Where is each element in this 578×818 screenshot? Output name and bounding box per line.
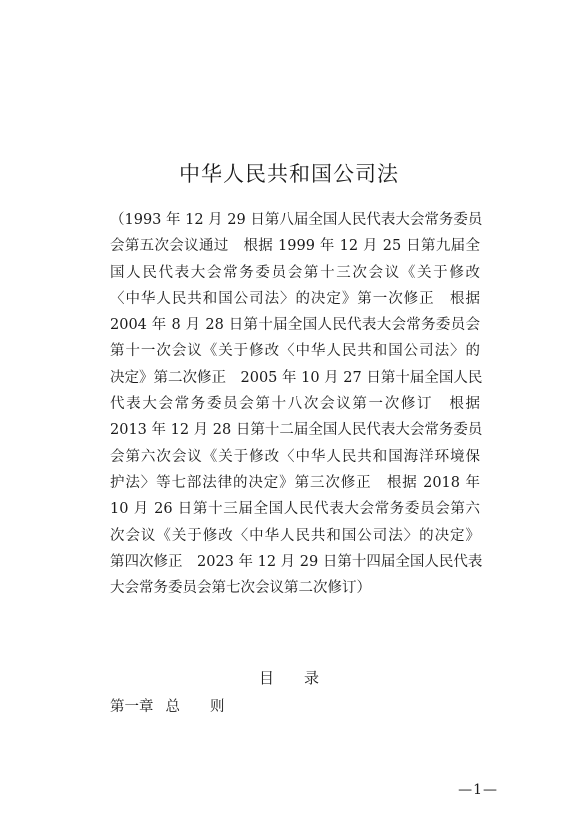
preamble-line: 代表大会常务委员会第十八次会议第一次修订 根据 [110, 396, 480, 413]
toc-chapter-1[interactable] [110, 697, 225, 717]
preamble-line: 大会常务委员会第七次会议第二次修订） [110, 580, 371, 597]
chapter-title-char: 则 [210, 699, 225, 715]
preamble-line: 次会议《关于修改〈中华人民共和国公司法〉的决定》 [110, 527, 480, 544]
toc-title-char: 录 [304, 669, 320, 687]
chapter-number: 第一章 [110, 699, 154, 715]
preamble [110, 207, 483, 601]
toc-title [0, 668, 578, 688]
preamble-line: 国人民代表大会常务委员会第十三次会议《关于修改 [110, 264, 480, 281]
preamble-line: 会第六次会议《关于修改〈中华人民共和国海洋环境保 [110, 448, 480, 465]
document-title: 中华人民共和国公司法 [179, 162, 399, 186]
page-number: —1— [458, 782, 498, 798]
preamble-line: 第四次修正 2023 年 12 月 29 日第十四届全国人民代表 [110, 553, 483, 570]
preamble-line: 2004 年 8 月 28 日第十届全国人民代表大会常务委员会 [110, 317, 480, 334]
preamble-line: 第十一次会议《关于修改〈中华人民共和国公司法〉的 [110, 343, 480, 360]
toc-title-char: 目 [258, 669, 274, 687]
preamble-line: 10 月 26 日第十三届全国人民代表大会常务委员会第六 [110, 501, 480, 518]
preamble-line: 会第五次会议通过 根据 1999 年 12 月 25 日第九届全 [110, 238, 480, 255]
preamble-line: 2013 年 12 月 28 日第十二届全国人民代表大会常务委员 [110, 422, 483, 439]
preamble-line: 护法〉等七部法律的决定》第三次修正 根据 2018 年 [110, 474, 480, 491]
preamble-line: 〈中华人民共和国公司法〉的决定》第一次修正 根据 [110, 290, 480, 307]
chapter-title-char: 总 [165, 699, 180, 715]
preamble-line: （1993 年 12 月 29 日第八届全国人民代表大会常务委员 [110, 212, 483, 228]
preamble-line: 决定》第二次修正 2005 年 10 月 27 日第十届全国人民 [110, 369, 483, 386]
